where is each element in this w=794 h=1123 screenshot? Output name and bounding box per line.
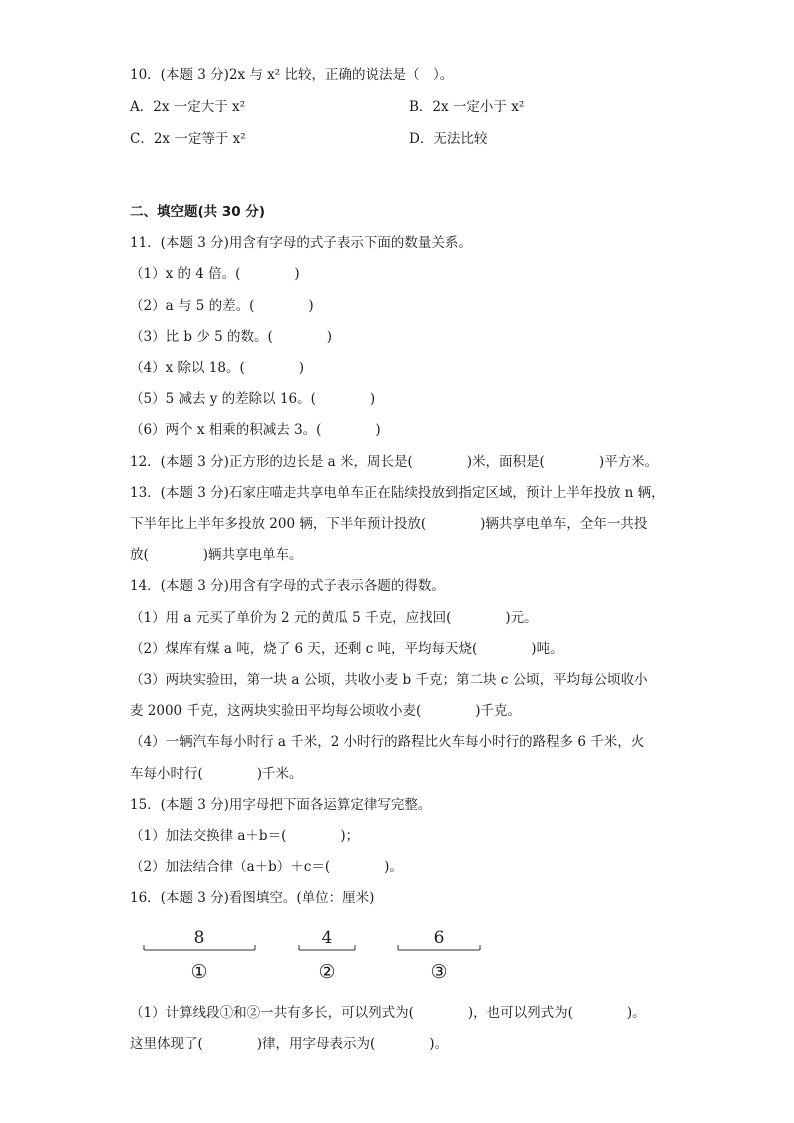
q14-item-3-line-1: （3）两块实验田，第一块 a 公顷，共收小麦 b 千克；第二块 c 公顷，平均每公顷收小 <box>130 672 648 688</box>
q16-stem: 16．(本题 3 分)看图填空。(单位：厘米) <box>130 890 375 906</box>
q14-item-2: （2）煤库有煤 a 吨，烧了 6 天，还剩 c 吨，平均每天烧( )吨。 <box>130 641 564 657</box>
segment-2-length: 4 <box>321 928 333 948</box>
q13-line-1: 13．(本题 3 分)石家庄喵走共享电单车正在陆续投放到指定区域，预计上半年投放 n 辆， <box>130 485 665 501</box>
q10-option-a: A．2x 一定大于 x² <box>130 99 246 115</box>
segment-3-length: 6 <box>433 928 445 948</box>
q14-item-1: （1）用 a 元买了单价为 2 元的黄瓜 5 千克，应找回( )元。 <box>130 610 538 626</box>
q10-stem: 10．(本题 3 分)2x 与 x² 比较，正确的说法是（ ）。 <box>130 67 454 83</box>
q15-item-2: （2）加法结合律（a＋b）＋c＝( )。 <box>130 859 403 875</box>
q15-stem: 15．(本题 3 分)用字母把下面各运算定律写完整。 <box>130 797 432 813</box>
q16-item-1-line-2: 这里体现了( )律，用字母表示为( )。 <box>130 1036 449 1052</box>
q14-item-4-line-2: 车每小时行( )千米。 <box>130 766 303 782</box>
q11-item-1: （1）x 的 4 倍。( ) <box>130 266 300 282</box>
q11-stem: 11．(本题 3 分)用含有字母的式子表示下面的数量关系。 <box>130 235 472 251</box>
q13-line-3: 放( )辆共享电单车。 <box>130 547 303 563</box>
q16-item-1-line-1: （1）计算线段①和②一共有多长，可以列式为( )，也可以列式为( )。 <box>130 1005 646 1021</box>
q15-item-1: （1）加法交换律 a＋b＝( )； <box>130 828 360 844</box>
segment-2 <box>299 928 355 983</box>
q14-item-3-line-2: 麦 2000 千克，这两块实验田平均每公顷收小麦( )千克。 <box>130 703 521 719</box>
segment-2-label: ② <box>318 961 336 983</box>
q10-option-d: D．无法比较 <box>409 131 488 147</box>
q12-stem: 12．(本题 3 分)正方形的边长是 a 米，周长是( )米，面积是( )平方米。 <box>130 454 659 470</box>
q11-item-2: （2）a 与 5 的差。( ) <box>130 298 314 314</box>
segment-1 <box>144 928 255 983</box>
q10-option-c: C．2x 一定等于 x² <box>130 131 246 147</box>
section-title: 二、填空题(共 30 分) <box>130 204 266 220</box>
q11-item-5: （5）5 减去 y 的差除以 16。( ) <box>130 391 376 407</box>
segment-3 <box>398 928 480 983</box>
q14-stem: 14．(本题 3 分)用含有字母的式子表示各题的得数。 <box>130 578 445 594</box>
segment-1-length: 8 <box>193 928 205 948</box>
segment-3-label: ③ <box>430 961 448 983</box>
q11-item-3: （3）比 b 少 5 的数。( ) <box>130 329 333 345</box>
q11-item-6: （6）两个 x 相乘的积减去 3。( ) <box>130 422 381 438</box>
q13-line-2: 下半年比上半年多投放 200 辆，下半年预计投放( )辆共享电单车，全年一共投 <box>130 516 648 532</box>
segment-diagram <box>130 920 530 990</box>
q14-item-4-line-1: （4）一辆汽车每小时行 a 千米，2 小时行的路程比火车每小时行的路程多 6 千米，火 <box>130 734 645 750</box>
q11-item-4: （4）x 除以 18。( ) <box>130 360 304 376</box>
segment-1-label: ① <box>190 961 208 983</box>
q10-option-b: B．2x 一定小于 x² <box>409 99 525 115</box>
